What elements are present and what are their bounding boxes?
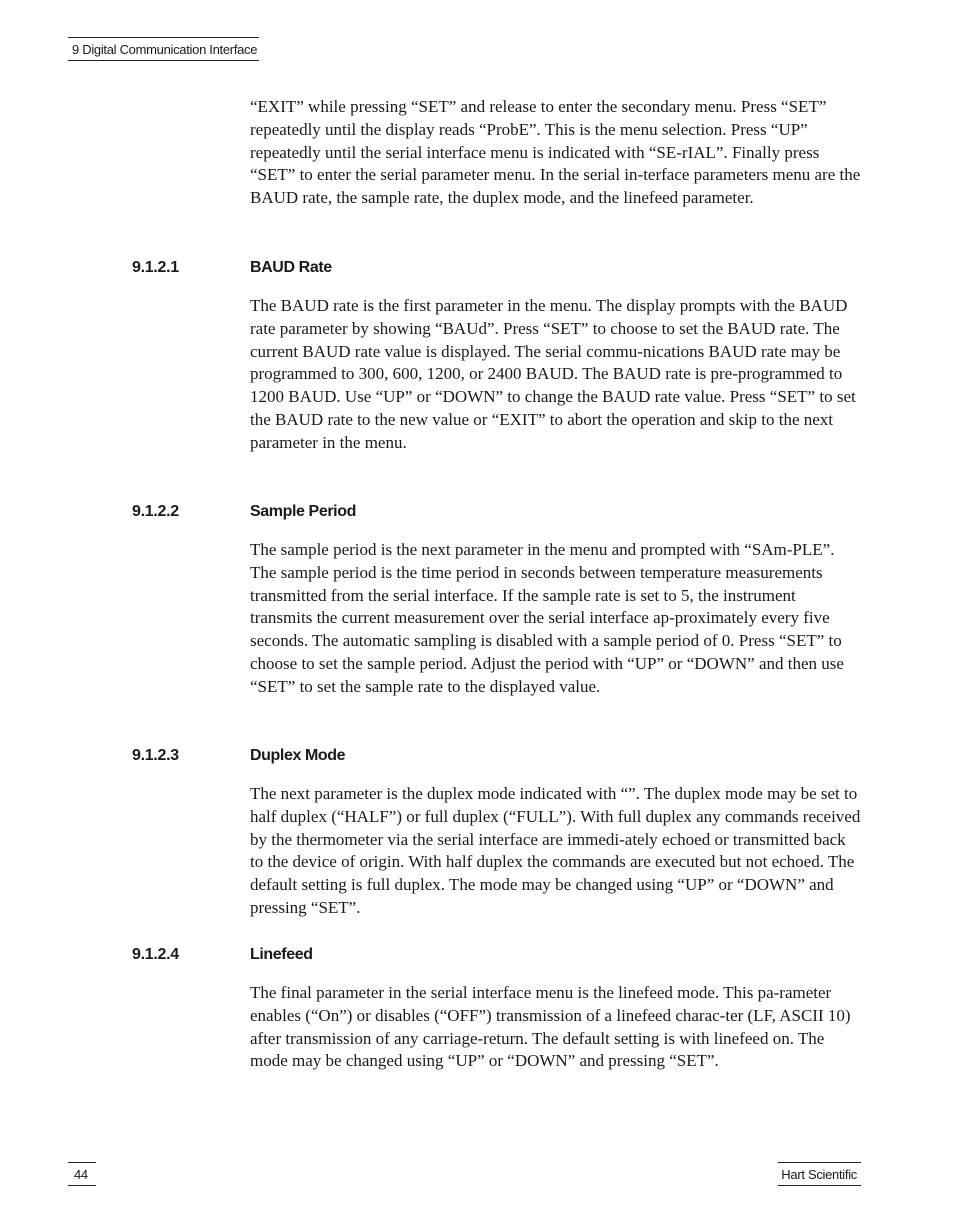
section-text-sample-period: The sample period is the next parameter in the menu and prompted with “SAm-PLE”. The sample period is the time period in seconds between temperature measurements transmitted from the serial interface. If the sample rate is set to 5, the instrument transmits the current measurement over the serial interface ap-proximately every five seconds. The automatic sampling is disabled with a sample period of 0. Press “SET” to choose to set the sample period. Adjust the period with “UP” or “DOWN” and then use “SET” to set the sample rate to the displayed value. (250, 540, 844, 696)
section-number: 9.1.2.1 (132, 259, 179, 276)
intro-paragraph: “EXIT” while pressing “SET” and release to enter the secondary menu. Press “SET” repeatedly until the display reads “ProbE”. This is the menu selection. Press “UP” repeatedly until the serial interface menu is indicated with “SE-rIAL”. Finally press “SET” to enter the serial parameter menu. In the serial in-terface parameters menu are the BAUD rate, the sample rate, the duplex mode, and the linefeed parameter. (250, 97, 861, 208)
section-title-baud-rate: BAUD Rate (250, 259, 332, 276)
section-text-linefeed: The final parameter in the serial interface menu is the linefeed mode. This pa-rameter enables (“On”) or disables (“OFF”) transmission of a linefeed charac-ter (LF, ASCII 10) after transmission of any carriage-return. The default setting is with linefeed on. The mode may be changed using “UP” or “DOWN” and pressing “SET”. (250, 983, 851, 1071)
section-title-duplex-mode: Duplex Mode (250, 747, 346, 764)
section-number: 9.1.2.2 (132, 503, 179, 520)
page-number: 44 (68, 1162, 96, 1186)
section-text-baud-rate: The BAUD rate is the first parameter in the menu. The display prompts with the BAUD rate parameter by showing “BAUd”. Press “SET” to choose to set the BAUD rate. The current BAUD rate value is displayed. The serial commu-nications BAUD rate may be programmed to 300, 600, 1200, or 2400 BAUD. The BAUD rate is pre-programmed to 1200 BAUD. Use “UP” or “DOWN” to change the BAUD rate value. Press “SET” to set the BAUD rate to the new value or “EXIT” to abort the operation and skip to the next parameter in the menu. (250, 296, 856, 452)
section-title-sample-period: Sample Period (250, 503, 356, 520)
section-title-linefeed: Linefeed (250, 946, 313, 963)
section-text-duplex-mode: The next parameter is the duplex mode indicated with “”. The duplex mode may be set to half duplex (“HALF”) or full duplex (“FULL”). With full duplex any commands received by the thermometer via the serial interface are immedi-ately echoed or transmitted back to the device of origin. With half duplex the commands are executed but not echoed. The default setting is full duplex. The mode may be changed using “UP” or “DOWN” and pressing “SET”. (250, 784, 861, 917)
section-number: 9.1.2.3 (132, 747, 179, 764)
section-number: 9.1.2.4 (132, 946, 179, 963)
footer-company: Hart Scientific (778, 1162, 861, 1186)
running-header: 9 Digital Communication Interface (68, 37, 259, 61)
